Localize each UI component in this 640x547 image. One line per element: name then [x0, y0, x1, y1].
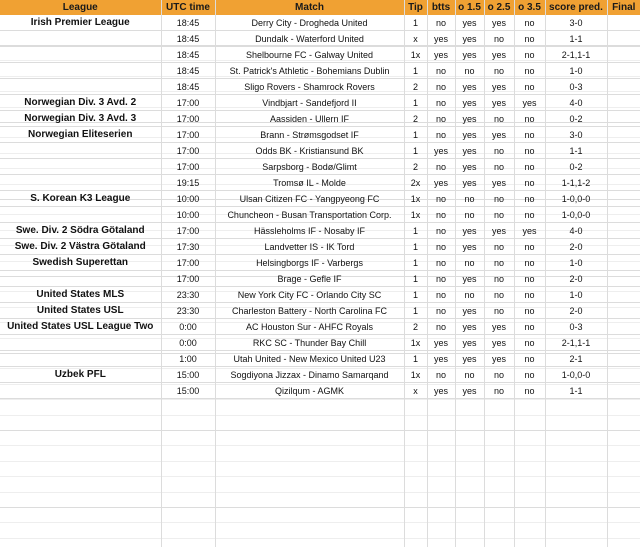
cell-o15: yes: [455, 271, 484, 287]
cell-match: Sligo Rovers - Shamrock Rovers: [215, 79, 404, 95]
cell-utc-time: 15:00: [161, 367, 215, 383]
cell-o15: yes: [455, 143, 484, 159]
cell-o15: yes: [455, 47, 484, 63]
cell-o15: no: [455, 367, 484, 383]
cell-league: Irish Premier League: [0, 15, 161, 31]
cell-score-pred: 4-0: [545, 223, 607, 239]
cell-utc-time: 18:45: [161, 47, 215, 63]
cell-btts: no: [427, 127, 455, 143]
cell-league: United States USL: [0, 303, 161, 319]
cell-btts: yes: [427, 31, 455, 47]
cell-o25: yes: [484, 351, 514, 367]
cell-league: [0, 175, 161, 191]
cell-o15: yes: [455, 15, 484, 31]
cell-tip: 1x: [404, 191, 427, 207]
cell-league: [0, 31, 161, 47]
cell-match: RKC SC - Thunder Bay Chill: [215, 335, 404, 351]
cell-final: [607, 111, 640, 127]
cell-btts: no: [427, 287, 455, 303]
cell-score-pred: 1-1: [545, 383, 607, 399]
cell-score-pred: 2-0: [545, 271, 607, 287]
cell-o15: yes: [455, 127, 484, 143]
header-score-pred: score pred.: [545, 0, 607, 15]
cell-final: [607, 31, 640, 47]
cell-o25: no: [484, 287, 514, 303]
cell-utc-time: 10:00: [161, 191, 215, 207]
cell-league: [0, 143, 161, 159]
cell-o35: no: [514, 15, 545, 31]
cell-score-pred: 0-2: [545, 159, 607, 175]
cell-match: Aassiden - Ullern IF: [215, 111, 404, 127]
cell-tip: 1x: [404, 47, 427, 63]
cell-league: United States MLS: [0, 287, 161, 303]
cell-tip: 2: [404, 159, 427, 175]
table-row: [0, 143, 640, 159]
cell-score-pred: 1-0,0-0: [545, 207, 607, 223]
header-row: [0, 0, 640, 15]
cell-tip: 1: [404, 271, 427, 287]
cell-o15: yes: [455, 303, 484, 319]
cell-score-pred: 1-0,0-0: [545, 191, 607, 207]
table-row: [0, 95, 640, 111]
cell-final: [607, 335, 640, 351]
cell-final: [607, 383, 640, 399]
cell-o25: no: [484, 159, 514, 175]
table-row: [0, 191, 640, 207]
cell-score-pred: 0-3: [545, 79, 607, 95]
cell-league: Norwegian Eliteserien: [0, 127, 161, 143]
table-row: [0, 255, 640, 271]
cell-final: [607, 79, 640, 95]
cell-utc-time: 23:30: [161, 303, 215, 319]
cell-final: [607, 15, 640, 31]
cell-match: Dundalk - Waterford United: [215, 31, 404, 47]
cell-tip: 2: [404, 111, 427, 127]
cell-league: S. Korean K3 League: [0, 191, 161, 207]
cell-match: Utah United - New Mexico United U23: [215, 351, 404, 367]
cell-final: [607, 223, 640, 239]
cell-league: Uzbek PFL: [0, 367, 161, 383]
cell-tip: 1: [404, 127, 427, 143]
cell-league: Swe. Div. 2 Västra Götaland: [0, 239, 161, 255]
cell-final: [607, 303, 640, 319]
cell-match: Hässleholms IF - Nosaby IF: [215, 223, 404, 239]
cell-tip: 2: [404, 79, 427, 95]
cell-btts: no: [427, 63, 455, 79]
cell-score-pred: 1-0,0-0: [545, 367, 607, 383]
cell-match: Helsingborgs IF - Varbergs: [215, 255, 404, 271]
cell-utc-time: 23:30: [161, 287, 215, 303]
table-row: [0, 303, 640, 319]
cell-o25: no: [484, 63, 514, 79]
cell-o35: no: [514, 255, 545, 271]
cell-tip: x: [404, 31, 427, 47]
cell-o15: yes: [455, 239, 484, 255]
table-row: [0, 31, 640, 47]
cell-tip: 1: [404, 303, 427, 319]
cell-score-pred: 2-0: [545, 239, 607, 255]
cell-o35: no: [514, 351, 545, 367]
cell-utc-time: 17:00: [161, 159, 215, 175]
header-utc-time: UTC time: [161, 0, 215, 15]
cell-o35: no: [514, 63, 545, 79]
cell-o15: yes: [455, 383, 484, 399]
table-row: [0, 335, 640, 351]
table-row: [0, 63, 640, 79]
cell-final: [607, 175, 640, 191]
cell-tip: 1: [404, 95, 427, 111]
cell-tip: 1: [404, 15, 427, 31]
cell-o35: no: [514, 367, 545, 383]
cell-o25: no: [484, 367, 514, 383]
cell-final: [607, 95, 640, 111]
cell-utc-time: 17:00: [161, 271, 215, 287]
cell-tip: x: [404, 383, 427, 399]
cell-tip: 1: [404, 63, 427, 79]
cell-match: Shelbourne FC - Galway United: [215, 47, 404, 63]
cell-o15: yes: [455, 31, 484, 47]
cell-o25: yes: [484, 319, 514, 335]
cell-league: Swe. Div. 2 Södra Götaland: [0, 223, 161, 239]
cell-final: [607, 271, 640, 287]
cell-utc-time: 15:00: [161, 383, 215, 399]
cell-final: [607, 351, 640, 367]
cell-league: [0, 79, 161, 95]
cell-score-pred: 1-0: [545, 287, 607, 303]
cell-final: [607, 47, 640, 63]
cell-score-pred: 3-0: [545, 15, 607, 31]
cell-o35: no: [514, 207, 545, 223]
cell-o25: no: [484, 255, 514, 271]
table-row: [0, 383, 640, 399]
table-row: [0, 287, 640, 303]
cell-match: Odds BK - Kristiansund BK: [215, 143, 404, 159]
header-tip: Tip: [404, 0, 427, 15]
cell-match: Charleston Battery - North Carolina FC: [215, 303, 404, 319]
header-o15: o 1.5: [455, 0, 484, 15]
cell-o15: yes: [455, 223, 484, 239]
cell-utc-time: 19:15: [161, 175, 215, 191]
cell-final: [607, 191, 640, 207]
cell-match: Sarpsborg - Bodø/Glimt: [215, 159, 404, 175]
cell-o35: no: [514, 271, 545, 287]
cell-o35: no: [514, 159, 545, 175]
cell-score-pred: 0-3: [545, 319, 607, 335]
header-league: League: [0, 0, 161, 15]
cell-final: [607, 63, 640, 79]
cell-final: [607, 319, 640, 335]
cell-o25: yes: [484, 335, 514, 351]
cell-tip: 1: [404, 143, 427, 159]
table-row: [0, 207, 640, 223]
cell-o25: no: [484, 271, 514, 287]
cell-score-pred: 1-1: [545, 31, 607, 47]
cell-league: [0, 335, 161, 351]
cell-tip: 1x: [404, 335, 427, 351]
cell-final: [607, 159, 640, 175]
cell-tip: 2: [404, 319, 427, 335]
cell-final: [607, 255, 640, 271]
cell-btts: no: [427, 207, 455, 223]
header-o35: o 3.5: [514, 0, 545, 15]
cell-match: Derry City - Drogheda United: [215, 15, 404, 31]
cell-o15: no: [455, 255, 484, 271]
cell-utc-time: 17:00: [161, 255, 215, 271]
cell-utc-time: 0:00: [161, 319, 215, 335]
cell-league: [0, 159, 161, 175]
cell-final: [607, 207, 640, 223]
cell-o35: no: [514, 319, 545, 335]
cell-score-pred: 2-0: [545, 303, 607, 319]
cell-o35: no: [514, 191, 545, 207]
cell-match: Brage - Gefle IF: [215, 271, 404, 287]
table-row: [0, 239, 640, 255]
cell-league: [0, 63, 161, 79]
cell-btts: yes: [427, 175, 455, 191]
cell-o25: no: [484, 239, 514, 255]
cell-o35: no: [514, 335, 545, 351]
cell-tip: 2x: [404, 175, 427, 191]
cell-league: [0, 351, 161, 367]
cell-btts: yes: [427, 351, 455, 367]
cell-o35: no: [514, 111, 545, 127]
table-row: [0, 351, 640, 367]
cell-utc-time: 18:45: [161, 63, 215, 79]
table-row: [0, 47, 640, 63]
cell-o35: no: [514, 143, 545, 159]
cell-match: New York City FC - Orlando City SC: [215, 287, 404, 303]
cell-score-pred: 1-1: [545, 143, 607, 159]
cell-league: [0, 47, 161, 63]
cell-btts: no: [427, 303, 455, 319]
cell-o35: no: [514, 175, 545, 191]
cell-score-pred: 2-1,1-1: [545, 335, 607, 351]
cell-btts: no: [427, 223, 455, 239]
cell-match: Ulsan Citizen FC - Yangpyeong FC: [215, 191, 404, 207]
cell-utc-time: 17:30: [161, 239, 215, 255]
cell-match: Vindbjart - Sandefjord II: [215, 95, 404, 111]
cell-o15: yes: [455, 319, 484, 335]
cell-tip: 1: [404, 287, 427, 303]
cell-o25: no: [484, 111, 514, 127]
cell-score-pred: 1-0: [545, 255, 607, 271]
cell-match: Brann - Strømsgodset IF: [215, 127, 404, 143]
cell-o15: no: [455, 207, 484, 223]
cell-tip: 1: [404, 223, 427, 239]
cell-btts: no: [427, 111, 455, 127]
cell-utc-time: 18:45: [161, 31, 215, 47]
cell-match: AC Houston Sur - AHFC Royals: [215, 319, 404, 335]
cell-btts: no: [427, 319, 455, 335]
cell-tip: 1: [404, 239, 427, 255]
cell-utc-time: 17:00: [161, 127, 215, 143]
cell-score-pred: 0-2: [545, 111, 607, 127]
cell-btts: no: [427, 191, 455, 207]
cell-score-pred: 1-0: [545, 63, 607, 79]
cell-o35: no: [514, 79, 545, 95]
cell-o25: no: [484, 31, 514, 47]
cell-o35: yes: [514, 95, 545, 111]
cell-o35: yes: [514, 223, 545, 239]
cell-league: Norwegian Div. 3 Avd. 3: [0, 111, 161, 127]
table-row: [0, 367, 640, 383]
cell-o35: no: [514, 127, 545, 143]
cell-final: [607, 143, 640, 159]
cell-o35: no: [514, 287, 545, 303]
cell-o35: no: [514, 31, 545, 47]
cell-final: [607, 127, 640, 143]
cell-league: Swedish Superettan: [0, 255, 161, 271]
cell-utc-time: 10:00: [161, 207, 215, 223]
cell-o35: no: [514, 239, 545, 255]
cell-score-pred: 2-1,1-1: [545, 47, 607, 63]
cell-match: Qizilqum - AGMK: [215, 383, 404, 399]
cell-tip: 1: [404, 255, 427, 271]
cell-league: [0, 271, 161, 287]
cell-o25: yes: [484, 175, 514, 191]
cell-score-pred: 3-0: [545, 127, 607, 143]
cell-final: [607, 239, 640, 255]
cell-league: [0, 207, 161, 223]
cell-btts: no: [427, 15, 455, 31]
cell-o15: no: [455, 63, 484, 79]
cell-league: United States USL League Two: [0, 319, 161, 335]
table-row: [0, 15, 640, 31]
table-row: [0, 159, 640, 175]
table-row: [0, 271, 640, 287]
header-match: Match: [215, 0, 404, 15]
cell-league: [0, 383, 161, 399]
cell-btts: no: [427, 239, 455, 255]
header-final: Final: [607, 0, 640, 15]
table-row: [0, 79, 640, 95]
cell-btts: yes: [427, 383, 455, 399]
cell-utc-time: 18:45: [161, 79, 215, 95]
cell-btts: yes: [427, 47, 455, 63]
cell-score-pred: 1-1,1-2: [545, 175, 607, 191]
table-row: [0, 223, 640, 239]
cell-utc-time: 17:00: [161, 95, 215, 111]
cell-o25: no: [484, 303, 514, 319]
cell-btts: no: [427, 95, 455, 111]
cell-tip: 1: [404, 351, 427, 367]
cell-utc-time: 18:45: [161, 15, 215, 31]
cell-utc-time: 0:00: [161, 335, 215, 351]
cell-o15: yes: [455, 79, 484, 95]
cell-o35: no: [514, 303, 545, 319]
cell-o25: no: [484, 191, 514, 207]
cell-match: Sogdiyona Jizzax - Dinamo Samarqand: [215, 367, 404, 383]
table-body: [0, 15, 640, 399]
cell-o15: no: [455, 191, 484, 207]
cell-o25: no: [484, 143, 514, 159]
cell-utc-time: 17:00: [161, 111, 215, 127]
cell-o15: yes: [455, 351, 484, 367]
cell-btts: yes: [427, 143, 455, 159]
cell-o25: yes: [484, 79, 514, 95]
cell-tip: 1x: [404, 207, 427, 223]
cell-btts: no: [427, 367, 455, 383]
cell-o35: no: [514, 47, 545, 63]
cell-o35: no: [514, 383, 545, 399]
cell-o25: yes: [484, 15, 514, 31]
cell-league: Norwegian Div. 3 Avd. 2: [0, 95, 161, 111]
cell-utc-time: 17:00: [161, 223, 215, 239]
table-row: [0, 111, 640, 127]
cell-match: Landvetter IS - IK Tord: [215, 239, 404, 255]
cell-score-pred: 2-1: [545, 351, 607, 367]
cell-match: Chuncheon - Busan Transportation Corp.: [215, 207, 404, 223]
header-o25: o 2.5: [484, 0, 514, 15]
cell-btts: yes: [427, 335, 455, 351]
cell-btts: no: [427, 271, 455, 287]
cell-o25: yes: [484, 95, 514, 111]
cell-o25: no: [484, 383, 514, 399]
cell-o15: yes: [455, 159, 484, 175]
header-btts: btts: [427, 0, 455, 15]
cell-score-pred: 4-0: [545, 95, 607, 111]
cell-utc-time: 17:00: [161, 143, 215, 159]
cell-match: St. Patrick's Athletic - Bohemians Dublin: [215, 63, 404, 79]
table-row: [0, 319, 640, 335]
cell-btts: no: [427, 255, 455, 271]
cell-final: [607, 367, 640, 383]
cell-o25: yes: [484, 223, 514, 239]
cell-o15: yes: [455, 175, 484, 191]
cell-o15: no: [455, 287, 484, 303]
cell-o15: yes: [455, 111, 484, 127]
cell-tip: 1x: [404, 367, 427, 383]
cell-o25: no: [484, 207, 514, 223]
table-row: [0, 127, 640, 143]
cell-o15: yes: [455, 95, 484, 111]
cell-utc-time: 1:00: [161, 351, 215, 367]
cell-btts: no: [427, 159, 455, 175]
cell-btts: no: [427, 79, 455, 95]
cell-o25: yes: [484, 47, 514, 63]
cell-final: [607, 287, 640, 303]
cell-match: Tromsø IL - Molde: [215, 175, 404, 191]
cell-o25: yes: [484, 127, 514, 143]
table-row: [0, 175, 640, 191]
cell-o15: yes: [455, 335, 484, 351]
